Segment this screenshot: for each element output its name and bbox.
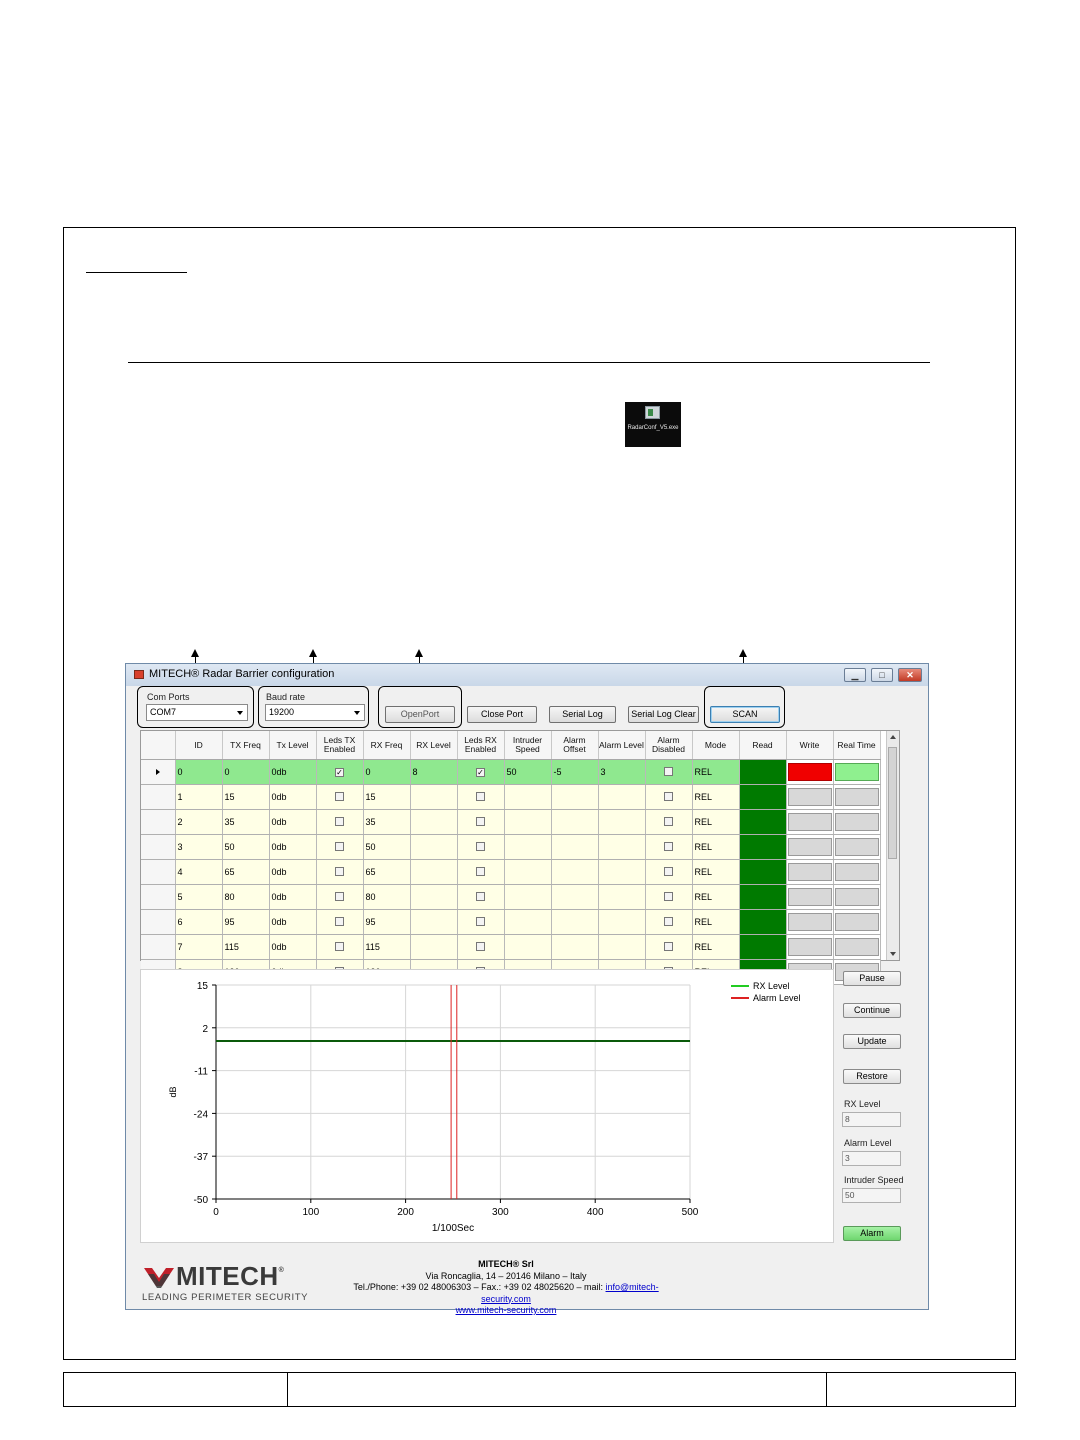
real-time-button-cell[interactable] [833, 860, 880, 885]
write-button[interactable] [788, 813, 832, 831]
row-header[interactable] [141, 785, 175, 810]
footer-website-link[interactable]: www.mitech-security.com [455, 1305, 557, 1315]
grid-cell-leds-rx[interactable] [457, 835, 504, 860]
real-time-button-cell[interactable] [833, 885, 880, 910]
grid-cell-alarm-disabled[interactable] [645, 835, 692, 860]
row-pointer-icon [156, 769, 160, 775]
application-icon [645, 406, 660, 419]
grid-cell-alarm-disabled[interactable] [645, 810, 692, 835]
grid-cell-alarm-level[interactable] [598, 785, 645, 810]
grid-table [141, 731, 881, 985]
grid-cell-tx-level[interactable]: 0db [269, 785, 316, 810]
grid-cell-alarm-level[interactable] [598, 835, 645, 860]
write-button[interactable] [788, 763, 832, 781]
grid-column-header[interactable]: Write [786, 731, 833, 760]
legend-label: Alarm Level [753, 993, 801, 1003]
grid-cell-leds-tx[interactable] [316, 835, 363, 860]
checkbox[interactable]: ✓ [477, 768, 484, 777]
y-tick-label: -11 [194, 1066, 208, 1078]
grid-cell-rx-freq[interactable]: 95 [363, 910, 410, 935]
grid-cell-mode[interactable]: REL [692, 810, 739, 835]
checkbox[interactable]: ✓ [336, 768, 343, 777]
read-status-cell[interactable] [739, 910, 786, 935]
row-header[interactable] [141, 910, 175, 935]
checkbox[interactable] [476, 942, 485, 951]
x-tick-label: 100 [302, 1207, 320, 1218]
grid-cell-leds-tx[interactable] [316, 810, 363, 835]
grid-cell-alarm-disabled[interactable] [645, 910, 692, 935]
alarm-indicator-button[interactable]: Alarm [843, 1226, 901, 1241]
scan-button[interactable]: SCAN [710, 706, 780, 723]
footer-table [63, 1372, 1016, 1407]
x-tick-label: 200 [397, 1207, 414, 1218]
scroll-down-icon[interactable] [890, 952, 896, 956]
row-header[interactable] [141, 835, 175, 860]
row-header[interactable] [141, 860, 175, 885]
footer-email-link[interactable]: info@mitech-security.com [481, 1282, 659, 1304]
checkbox[interactable] [476, 892, 485, 901]
write-button-cell[interactable] [786, 910, 833, 935]
grid-cell-offset[interactable] [551, 885, 598, 910]
grid-cell-id[interactable]: 7 [175, 935, 222, 960]
checkbox[interactable] [476, 917, 485, 926]
write-button-cell[interactable] [786, 885, 833, 910]
write-button[interactable] [788, 938, 832, 956]
close-icon[interactable]: ✕ [898, 668, 922, 682]
grid-column-header[interactable]: Mode [692, 731, 739, 760]
grid-cell-leds-tx[interactable] [316, 910, 363, 935]
baud-rate-label: Baud rate [266, 692, 306, 702]
footer-contact [336, 1259, 676, 1317]
grid-cell-tx-freq[interactable]: 0 [222, 760, 269, 785]
write-button-cell[interactable] [786, 835, 833, 860]
grid-cell-leds-rx[interactable] [457, 810, 504, 835]
grid-column-header[interactable] [141, 731, 175, 760]
grid-column-header[interactable]: RX Freq [363, 731, 410, 760]
checkbox[interactable] [664, 842, 673, 851]
y-tick-label: 2 [202, 1023, 208, 1035]
grid-cell-leds-tx[interactable] [316, 935, 363, 960]
real-time-button[interactable] [835, 763, 879, 781]
grid-header-row [141, 731, 880, 760]
grid-cell-speed[interactable] [504, 860, 551, 885]
write-button-cell[interactable] [786, 785, 833, 810]
grid-cell-rx-freq[interactable]: 65 [363, 860, 410, 885]
grid-cell-rx-level[interactable] [410, 785, 457, 810]
checkbox[interactable] [476, 842, 485, 851]
footer-phone-line [336, 1282, 676, 1305]
grid-cell-alarm-disabled[interactable] [645, 860, 692, 885]
grid-cell-rx-level[interactable] [410, 860, 457, 885]
read-status-cell[interactable] [739, 935, 786, 960]
table-row[interactable] [141, 835, 880, 860]
x-axis-label: 1/100Sec [431, 1223, 475, 1234]
y-tick-label: 15 [196, 981, 208, 992]
real-time-button[interactable] [835, 813, 879, 831]
logo-tagline: LEADING PERIMETER SECURITY [142, 1292, 309, 1303]
write-button[interactable] [788, 913, 832, 931]
x-tick-label: 0 [213, 1207, 219, 1218]
grid-cell-rx-level[interactable] [410, 910, 457, 935]
maximize-icon[interactable]: □ [871, 668, 893, 682]
grid-cell-id[interactable]: 1 [175, 785, 222, 810]
footer-phone: Tel./Phone: +39 02 48006303 – Fax.: +39 02 48025620 – mail: [353, 1282, 604, 1292]
grid-cell-tx-freq[interactable]: 115 [222, 935, 269, 960]
checkbox[interactable] [664, 867, 673, 876]
grid-column-header[interactable]: Alarm Offset [551, 731, 598, 760]
table-row[interactable] [141, 910, 880, 935]
grid-cell-rx-level[interactable] [410, 885, 457, 910]
intruder-speed-label: Intruder Speed [844, 1175, 904, 1185]
grid-cell-alarm-disabled[interactable] [645, 935, 692, 960]
grid-cell-tx-level[interactable]: 0db [269, 935, 316, 960]
grid-cell-speed[interactable] [504, 835, 551, 860]
grid-cell-id[interactable]: 0 [175, 760, 222, 785]
write-button-cell[interactable] [786, 935, 833, 960]
write-button-cell[interactable] [786, 760, 833, 785]
row-header[interactable] [141, 885, 175, 910]
grid-cell-speed[interactable] [504, 810, 551, 835]
read-status-cell[interactable] [739, 860, 786, 885]
real-time-button-cell[interactable] [833, 835, 880, 860]
checkbox[interactable] [476, 867, 485, 876]
checkbox[interactable] [664, 767, 673, 776]
grid-column-header[interactable]: Read [739, 731, 786, 760]
real-time-button[interactable] [835, 788, 879, 806]
section-rule [128, 362, 930, 363]
grid-cell-rx-level[interactable] [410, 835, 457, 860]
serial-log-clear-button[interactable]: Serial Log Clear [628, 706, 699, 723]
title-underline [86, 272, 187, 273]
grid-cell-mode[interactable]: REL [692, 935, 739, 960]
grid-column-header[interactable]: Alarm Level [598, 731, 645, 760]
read-status-cell[interactable] [739, 760, 786, 785]
table-row[interactable] [141, 885, 880, 910]
x-tick-label: 400 [586, 1207, 604, 1218]
baud-rate-value: 19200 [269, 707, 295, 717]
com-ports-select[interactable] [146, 704, 248, 721]
app-window [125, 663, 929, 1315]
grid-column-header[interactable]: Intruder Speed [504, 731, 551, 760]
grid-cell-leds-rx[interactable] [457, 860, 504, 885]
app-icon [134, 670, 144, 679]
intruder-speed-field[interactable]: 50 [842, 1188, 901, 1203]
alarm-level-label: Alarm Level [844, 1138, 892, 1148]
grid-cell-tx-level[interactable]: 0db [269, 910, 316, 935]
pause-button[interactable]: Pause [843, 971, 901, 986]
exe-icon-label: RadarConf_V5.exe [627, 425, 679, 431]
write-button[interactable] [788, 888, 832, 906]
table-row[interactable] [141, 810, 880, 835]
grid-column-header[interactable]: Leds RX Enabled [457, 731, 504, 760]
write-button[interactable] [788, 788, 832, 806]
checkbox[interactable] [335, 917, 344, 926]
x-tick-label: 300 [492, 1207, 509, 1218]
grid-cell-alarm-level[interactable]: 3 [598, 760, 645, 785]
grid-cell-alarm-level[interactable] [598, 885, 645, 910]
grid-cell-tx-freq[interactable]: 65 [222, 860, 269, 885]
grid-cell-speed[interactable] [504, 885, 551, 910]
grid-cell-leds-rx[interactable] [457, 760, 504, 785]
grid-cell-mode[interactable]: REL [692, 760, 739, 785]
grid-cell-alarm-disabled[interactable] [645, 785, 692, 810]
grid-cell-offset[interactable] [551, 785, 598, 810]
grid-cell-rx-level[interactable]: 8 [410, 760, 457, 785]
grid-cell-mode[interactable]: REL [692, 835, 739, 860]
radar-data-grid[interactable] [140, 730, 900, 961]
legend-label: RX Level [753, 981, 790, 991]
checkbox[interactable] [664, 942, 673, 951]
row-header[interactable] [141, 760, 175, 785]
read-status-cell[interactable] [739, 885, 786, 910]
y-tick-label: -37 [193, 1152, 208, 1164]
scrollbar-thumb[interactable] [888, 747, 897, 859]
checkbox[interactable] [335, 842, 344, 851]
real-time-button[interactable] [835, 938, 879, 956]
minimize-icon[interactable]: ▁ [844, 668, 866, 682]
grid-cell-mode[interactable]: REL [692, 785, 739, 810]
real-time-button-cell[interactable] [833, 810, 880, 835]
footer-address: Via Roncaglia, 14 – 20146 Milano – Italy [425, 1270, 587, 1281]
footer-company: MITECH® Srl [478, 1259, 534, 1269]
grid-cell-rx-freq[interactable]: 15 [363, 785, 410, 810]
window-title: MITECH® Radar Barrier configuration [149, 668, 335, 680]
grid-cell-leds-tx[interactable] [316, 785, 363, 810]
checkbox[interactable] [664, 817, 673, 826]
grid-body [141, 760, 880, 985]
grid-cell-speed[interactable] [504, 910, 551, 935]
grid-cell-speed[interactable] [504, 785, 551, 810]
title-bar [126, 664, 928, 686]
grid-cell-tx-level[interactable]: 0db [269, 810, 316, 835]
footer-table-divider [287, 1373, 288, 1406]
alarm-level-field[interactable]: 3 [842, 1151, 901, 1166]
checkbox[interactable] [335, 817, 344, 826]
checkbox[interactable] [664, 917, 673, 926]
grid-cell-alarm-disabled[interactable] [645, 760, 692, 785]
grid-cell-leds-tx[interactable] [316, 860, 363, 885]
grid-cell-offset[interactable] [551, 935, 598, 960]
grid-cell-rx-level[interactable] [410, 935, 457, 960]
grid-cell-speed[interactable]: 50 [504, 760, 551, 785]
real-time-button-cell[interactable] [833, 760, 880, 785]
grid-cell-speed[interactable] [504, 935, 551, 960]
com-ports-value: COM7 [150, 707, 177, 717]
real-time-button-cell[interactable] [833, 785, 880, 810]
grid-cell-leds-rx[interactable] [457, 785, 504, 810]
grid-column-header[interactable]: ID [175, 731, 222, 760]
grid-cell-offset[interactable] [551, 835, 598, 860]
grid-cell-mode[interactable]: REL [692, 860, 739, 885]
grid-cell-tx-level[interactable]: 0db [269, 885, 316, 910]
y-axis-label: dB [168, 1086, 178, 1098]
grid-cell-tx-freq[interactable]: 95 [222, 910, 269, 935]
table-row[interactable] [141, 785, 880, 810]
continue-button[interactable]: Continue [843, 1003, 901, 1018]
grid-column-header[interactable]: RX Level [410, 731, 457, 760]
footer-table-divider [826, 1373, 827, 1406]
grid-column-header[interactable]: Leds TX Enabled [316, 731, 363, 760]
grid-cell-alarm-level[interactable] [598, 910, 645, 935]
checkbox[interactable] [664, 892, 673, 901]
grid-cell-offset[interactable] [551, 810, 598, 835]
com-ports-label: Com Ports [147, 692, 190, 702]
table-row[interactable] [141, 935, 880, 960]
grid-cell-rx-level[interactable] [410, 810, 457, 835]
write-button[interactable] [788, 838, 832, 856]
grid-cell-id[interactable]: 6 [175, 910, 222, 935]
grid-cell-rx-freq[interactable]: 35 [363, 810, 410, 835]
grid-cell-tx-freq[interactable]: 50 [222, 835, 269, 860]
grid-column-header[interactable]: Tx Level [269, 731, 316, 760]
mitech-emblem-icon [142, 1264, 176, 1290]
grid-cell-id[interactable]: 4 [175, 860, 222, 885]
grid-cell-tx-level[interactable]: 0db [269, 835, 316, 860]
grid-cell-rx-freq[interactable]: 80 [363, 885, 410, 910]
grid-cell-offset[interactable] [551, 860, 598, 885]
real-time-button-cell[interactable] [833, 935, 880, 960]
checkbox[interactable] [335, 942, 344, 951]
real-time-button-cell[interactable] [833, 910, 880, 935]
grid-cell-tx-freq[interactable]: 15 [222, 785, 269, 810]
serial-log-button[interactable]: Serial Log [549, 706, 616, 723]
chevron-down-icon [237, 711, 243, 715]
grid-cell-rx-freq[interactable]: 115 [363, 935, 410, 960]
grid-cell-leds-tx[interactable] [316, 885, 363, 910]
chevron-down-icon [354, 711, 360, 715]
x-tick-label: 500 [681, 1207, 699, 1218]
scroll-up-icon[interactable] [890, 735, 896, 739]
row-header[interactable] [141, 810, 175, 835]
table-row[interactable] [141, 860, 880, 885]
read-status-cell[interactable] [739, 785, 786, 810]
grid-cell-tx-freq[interactable]: 80 [222, 885, 269, 910]
grid-cell-alarm-level[interactable] [598, 810, 645, 835]
grid-cell-leds-rx[interactable] [457, 885, 504, 910]
grid-column-header[interactable]: Real Time [833, 731, 880, 760]
grid-cell-offset[interactable] [551, 910, 598, 935]
grid-cell-tx-freq[interactable]: 35 [222, 810, 269, 835]
logo-wordmark: MITECH [176, 1261, 279, 1291]
grid-cell-id[interactable]: 2 [175, 810, 222, 835]
real-time-button[interactable] [835, 913, 879, 931]
level-chart [140, 969, 834, 1243]
grid-cell-offset[interactable]: -5 [551, 760, 598, 785]
close-port-button[interactable]: Close Port [467, 706, 537, 723]
level-chart-svg [141, 970, 835, 1244]
radarconf-exe-icon[interactable] [625, 402, 681, 447]
grid-column-header[interactable]: TX Freq [222, 731, 269, 760]
checkbox[interactable] [335, 892, 344, 901]
checkbox[interactable] [476, 792, 485, 801]
grid-cell-mode[interactable]: REL [692, 910, 739, 935]
write-button-cell[interactable] [786, 860, 833, 885]
baud-rate-select[interactable] [265, 704, 365, 721]
read-status-cell[interactable] [739, 810, 786, 835]
grid-cell-leds-rx[interactable] [457, 910, 504, 935]
real-time-button[interactable] [835, 863, 879, 881]
grid-cell-id[interactable]: 5 [175, 885, 222, 910]
y-tick-label: -24 [193, 1109, 208, 1121]
grid-cell-alarm-disabled[interactable] [645, 885, 692, 910]
checkbox[interactable] [335, 867, 344, 876]
grid-scrollbar[interactable] [886, 731, 899, 960]
row-header[interactable] [141, 935, 175, 960]
grid-cell-alarm-level[interactable] [598, 935, 645, 960]
write-button[interactable] [788, 863, 832, 881]
rx-level-label: RX Level [844, 1099, 881, 1109]
grid-cell-alarm-level[interactable] [598, 860, 645, 885]
read-status-cell[interactable] [739, 835, 786, 860]
grid-cell-rx-freq[interactable]: 50 [363, 835, 410, 860]
restore-button[interactable]: Restore [843, 1069, 901, 1084]
checkbox[interactable] [664, 792, 673, 801]
grid-cell-mode[interactable]: REL [692, 885, 739, 910]
open-port-button[interactable]: OpenPort [385, 706, 455, 723]
checkbox[interactable] [335, 792, 344, 801]
real-time-button[interactable] [835, 838, 879, 856]
y-tick-label: -50 [193, 1195, 208, 1206]
real-time-button[interactable] [835, 888, 879, 906]
grid-cell-rx-freq[interactable]: 0 [363, 760, 410, 785]
update-button[interactable]: Update [843, 1034, 901, 1049]
grid-cell-leds-rx[interactable] [457, 935, 504, 960]
grid-column-header[interactable]: Alarm Disabled [645, 731, 692, 760]
write-button-cell[interactable] [786, 810, 833, 835]
grid-cell-tx-level[interactable]: 0db [269, 860, 316, 885]
mitech-logo: MITECH ® LEADING PERIMETER SECURITY [142, 1261, 309, 1303]
checkbox[interactable] [476, 817, 485, 826]
grid-cell-tx-level[interactable]: 0db [269, 760, 316, 785]
grid-cell-leds-tx[interactable] [316, 760, 363, 785]
table-row[interactable] [141, 760, 880, 785]
rx-level-field[interactable]: 8 [842, 1112, 901, 1127]
grid-cell-id[interactable]: 3 [175, 835, 222, 860]
